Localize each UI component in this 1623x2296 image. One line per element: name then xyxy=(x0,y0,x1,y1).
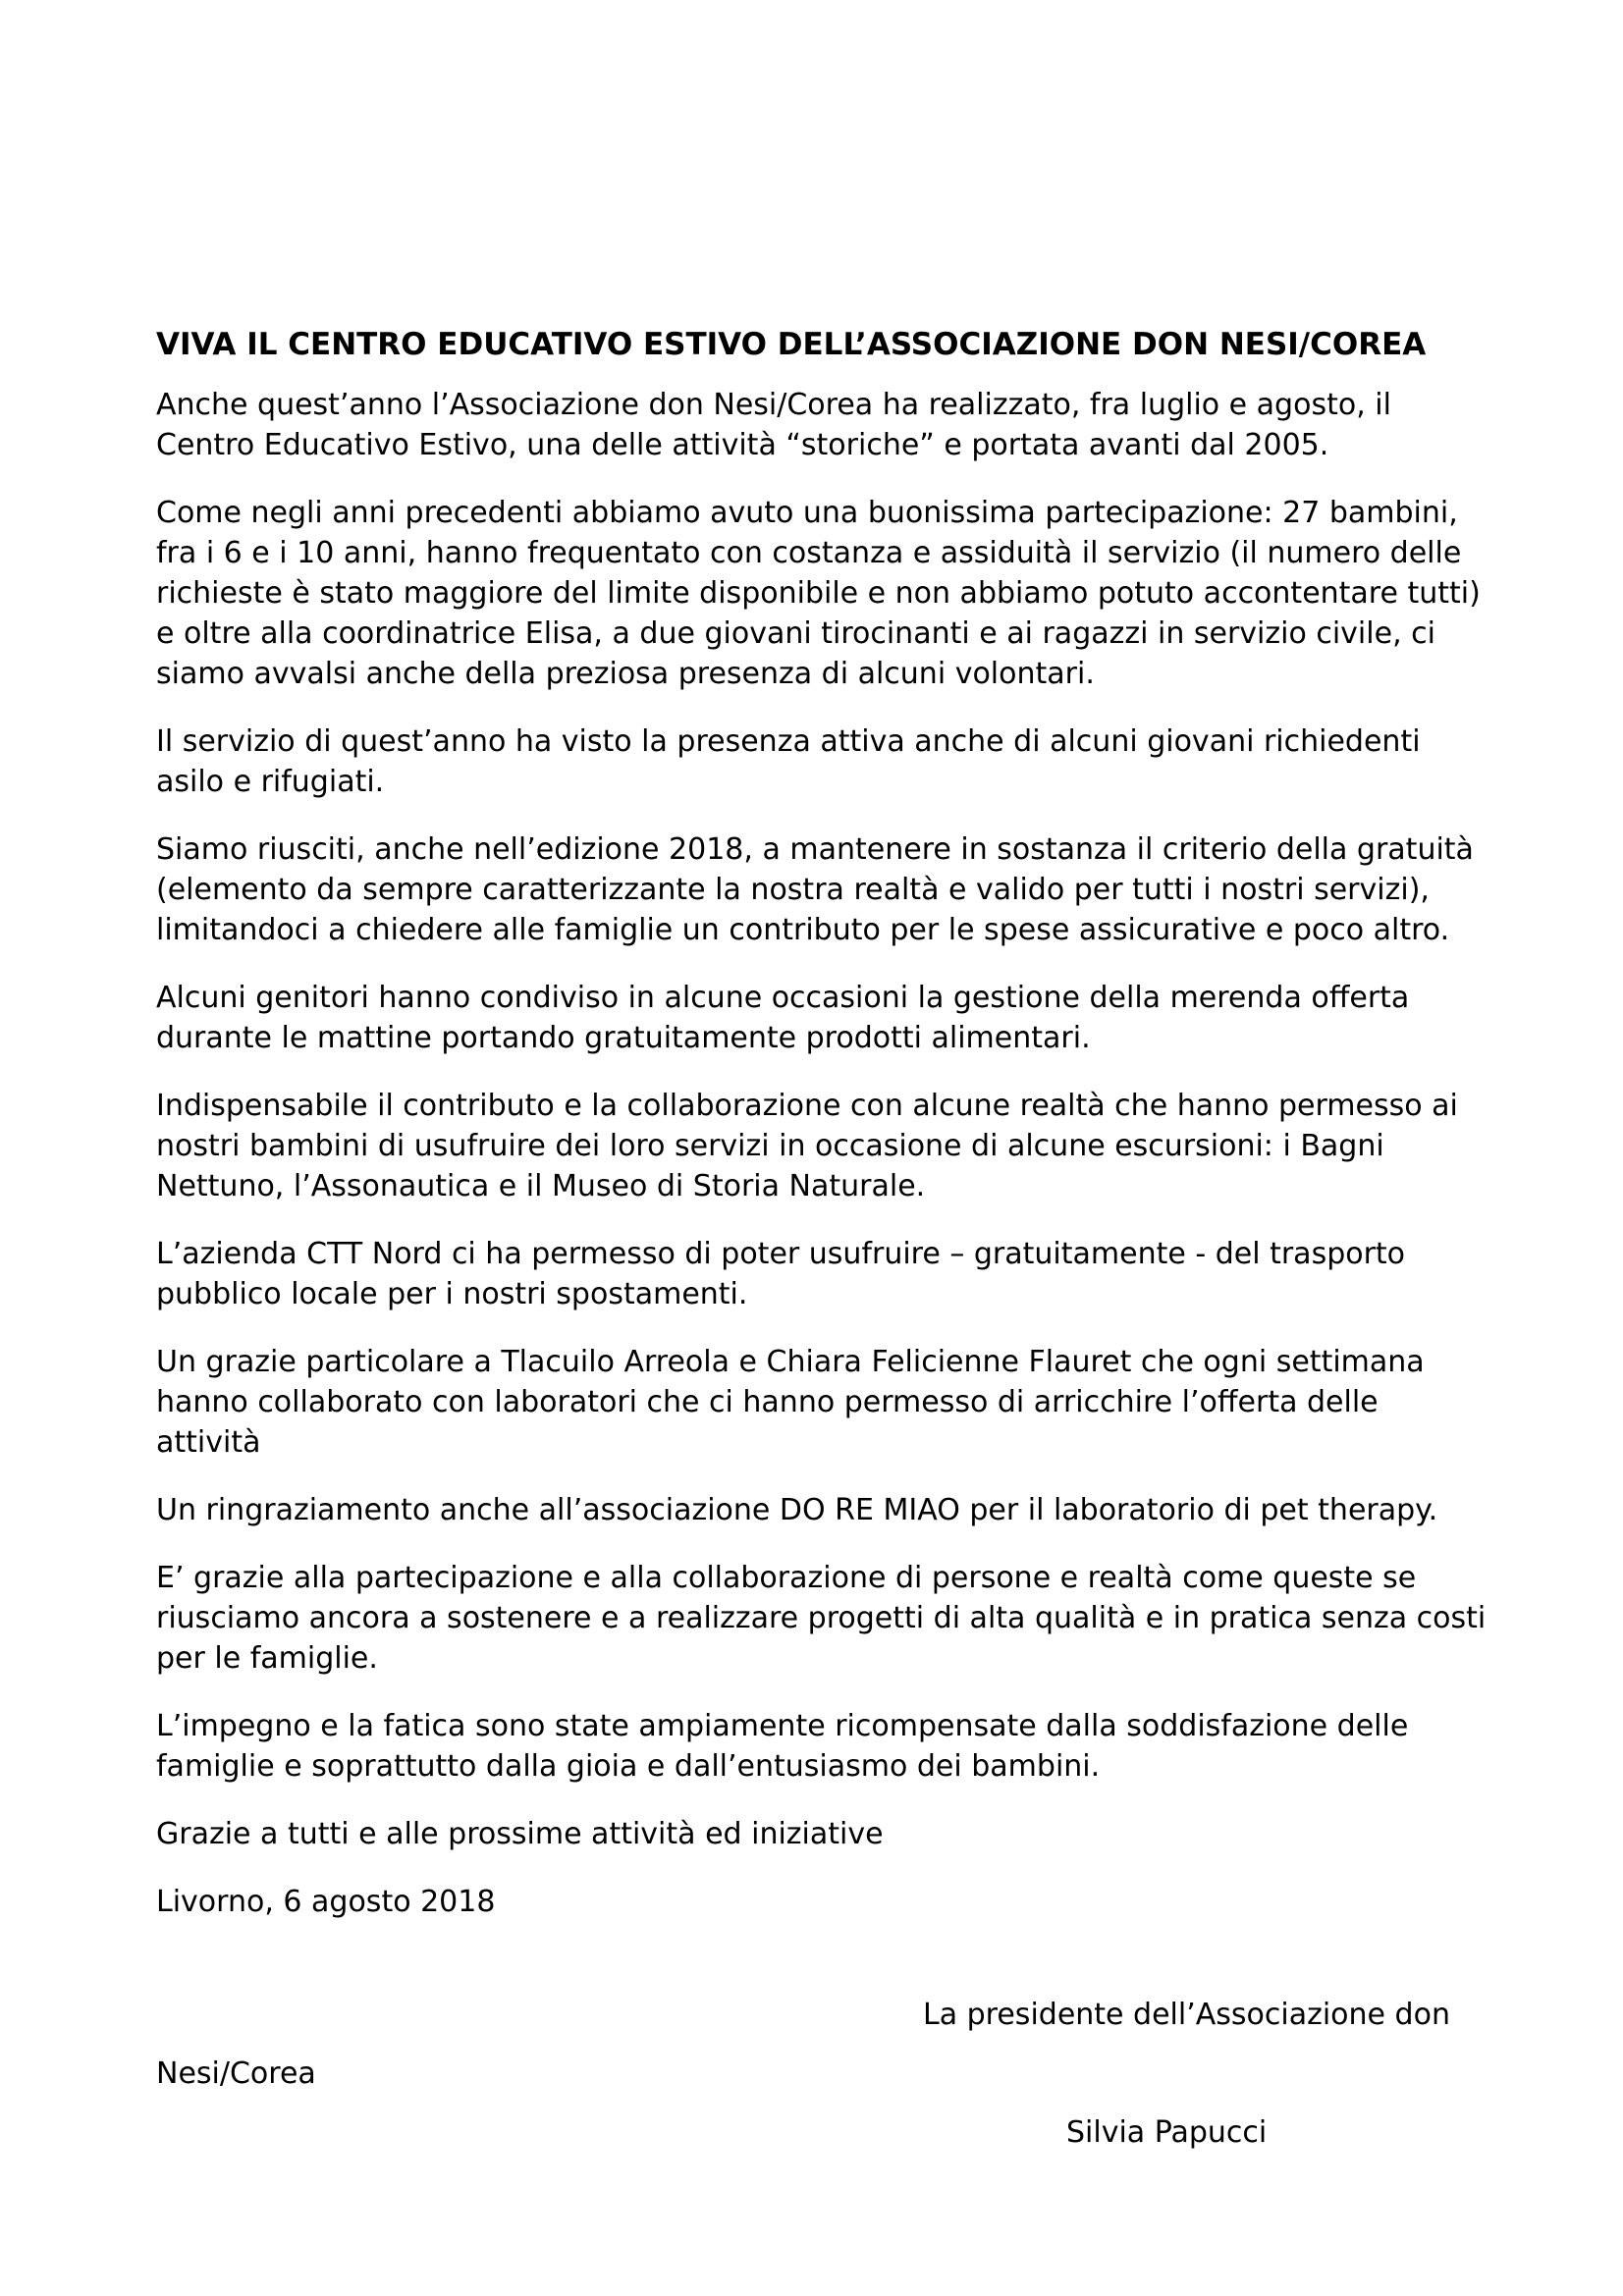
letter-body xyxy=(156,324,1491,1949)
signature-name: Silvia Papucci xyxy=(1066,2115,1268,2150)
signature-role-line1: La presidente dell’Associazione don xyxy=(923,1998,1450,2032)
place-date: Livorno, 6 agosto 2018 xyxy=(156,1885,496,1919)
paragraph-partners: Indispensabile il contributo e la collaborazione con alcune realtà che hanno permesso ai nostri bambini di usufruire dei loro servizi in occasione di alcune escursioni: i Bagni Nettuno, l’Assonautica e il Museo di Storia Naturale. xyxy=(156,1089,1458,1203)
signature-role-line2: Nesi/Corea xyxy=(156,2056,316,2091)
paragraph-refugees: Il servizio di quest’anno ha visto la presenza attiva anche di alcuni giovani richiedenti asilo e rifugiati. xyxy=(156,724,1421,799)
paragraph-thanks-labs: Un grazie particolare a Tlacuilo Arreola e Chiara Felicienne Flauret che ogni settimana hanno collaborato con laboratori che ci hanno permesso di arricchire l’offerta delle attività xyxy=(156,1345,1425,1460)
paragraph-collaboration: E’ grazie alla partecipazione e alla collaborazione di persone e realtà come queste se riusciamo ancora a sostenere e a realizzare progetti di alta qualità e in pratica senza costi per le famiglie. xyxy=(156,1561,1487,1676)
paragraph-parents: Alcuni genitori hanno condiviso in alcune occasioni la gestione della merenda offerta durante le mattine portando gratuitamente prodotti alimentari. xyxy=(156,981,1410,1055)
paragraph-thanks-pet-therapy: Un ringraziamento anche all’associazione DO RE MIAO per il laboratorio di pet therapy. xyxy=(156,1493,1438,1527)
paragraph-closing: Grazie a tutti e alle prossime attività ed iniziative xyxy=(156,1817,884,1851)
paragraph-participation: Come negli anni precedenti abbiamo avuto una buonissima partecipazione: 27 bambini, fra i 6 e i 10 anni, hanno frequentato con costanza e assiduità il servizio (il numero delle richieste è stato maggiore del limite disponibile e non abbiamo potuto accontentare tutti) e oltre alla coordinatrice Elisa, a due giovani tirocinanti e ai ragazzi in servizio civile, ci siamo avvalsi anche della preziosa presenza di alcuni volontari. xyxy=(156,496,1481,691)
paragraph-effort: L’impegno e la fatica sono state ampiamente ricompensate dalla soddisfazione delle famiglie e soprattutto dalla gioia e dall’entusiasmo dei bambini. xyxy=(156,1709,1409,1784)
paragraph-free-service: Siamo riusciti, anche nell’edizione 2018, a mantenere in sostanza il criterio della gratuità (elemento da sempre caratterizzante la nostra realtà e valido per tutti i nostri servizi), limitandoci a chiedere alle famiglie un contributo per le spese assicurative e poco altro. xyxy=(156,832,1474,947)
paragraph-intro: Anche quest’anno l’Associazione don Nesi/Corea ha realizzato, fra luglio e agosto, il Centro Educativo Estivo, una delle attività “storiche” e portata avanti dal 2005. xyxy=(156,388,1391,462)
paragraph-transport: L’azienda CTT Nord ci ha permesso di poter usufruire – gratuitamente - del trasporto pubblico locale per i nostri spostamenti. xyxy=(156,1237,1406,1311)
document-title: VIVA IL CENTRO EDUCATIVO ESTIVO DELL’ASSOCIAZIONE DON NESI/COREA xyxy=(156,327,1427,362)
